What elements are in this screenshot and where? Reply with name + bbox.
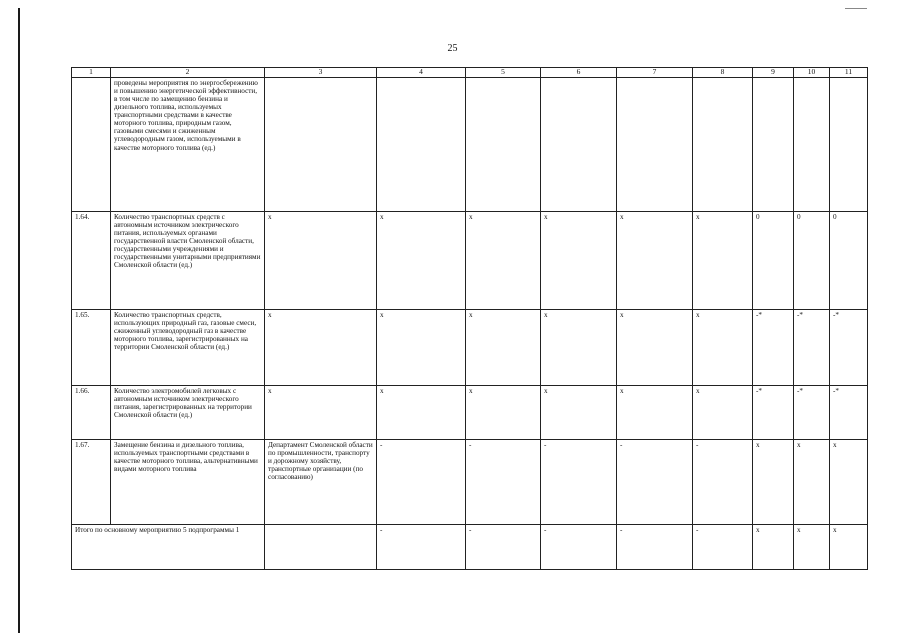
value-cell: -*: [753, 310, 794, 386]
value-cell: -: [466, 525, 541, 570]
value-cell: x: [617, 310, 693, 386]
value-cell: -: [617, 525, 693, 570]
table-row: [72, 386, 868, 440]
value-cell: x: [617, 386, 693, 440]
indicator-name-cell: Количество транспортных средств с автономным источником электрического питания, используемых органами государственной власти Смоленской области, государственными учреждениями и государственными унитарными предприятиями Смоленской области (ед.): [111, 212, 265, 310]
value-cell: x: [377, 386, 466, 440]
row-number-cell: 1.64.: [72, 212, 111, 310]
table-row: [72, 310, 868, 386]
indicator-name-cell: Количество электромобилей легковых с автономным источником электрического питания, зарегистрированных на территории Смоленской области (ед.): [111, 386, 265, 440]
value-cell: x: [693, 310, 753, 386]
header-cell: 9: [753, 68, 794, 78]
header-cell: 5: [466, 68, 541, 78]
executor-cell: [265, 78, 377, 212]
header-cell: 4: [377, 68, 466, 78]
value-cell: [466, 78, 541, 212]
header-cell: 8: [693, 68, 753, 78]
row-number-cell: 1.65.: [72, 310, 111, 386]
value-cell: x: [830, 525, 868, 570]
value-cell: -*: [830, 386, 868, 440]
executor-cell: [265, 525, 377, 570]
value-cell: [794, 78, 830, 212]
row-number-cell: 1.66.: [72, 386, 111, 440]
header-cell: 7: [617, 68, 693, 78]
header-cell: 6: [541, 68, 617, 78]
value-cell: [830, 78, 868, 212]
indicator-name-cell: Количество транспортных средств, использующих природный газ, газовые смеси, сжиженный углеводородный газ в качестве моторного топлива, зарегистрированных на территории Смоленской области (ед.): [111, 310, 265, 386]
value-cell: -: [377, 525, 466, 570]
scan-mark: [845, 8, 867, 9]
value-cell: -: [693, 525, 753, 570]
header-cell: 10: [794, 68, 830, 78]
value-cell: -: [466, 440, 541, 525]
value-cell: x: [693, 386, 753, 440]
value-cell: x: [541, 310, 617, 386]
value-cell: -: [693, 440, 753, 525]
value-cell: x: [541, 386, 617, 440]
value-cell: 0: [794, 212, 830, 310]
value-cell: [693, 78, 753, 212]
table-row: [72, 212, 868, 310]
total-label-cell: Итого по основному мероприятию 5 подпрограммы 1: [72, 525, 265, 570]
value-cell: x: [466, 310, 541, 386]
header-cell: 2: [111, 68, 265, 78]
value-cell: x: [830, 440, 868, 525]
executor-cell: x: [265, 310, 377, 386]
value-cell: x: [753, 440, 794, 525]
row-number-cell: [72, 78, 111, 212]
value-cell: x: [466, 386, 541, 440]
value-cell: x: [377, 212, 466, 310]
table-body: [72, 68, 868, 570]
value-cell: x: [693, 212, 753, 310]
table-row: [72, 440, 868, 525]
header-cell: 3: [265, 68, 377, 78]
value-cell: -: [377, 440, 466, 525]
value-cell: x: [753, 525, 794, 570]
table-header-row: [72, 68, 868, 78]
scan-edge-line: [18, 8, 20, 633]
value-cell: x: [617, 212, 693, 310]
page-number: 25: [447, 43, 458, 54]
value-cell: -*: [794, 310, 830, 386]
value-cell: -: [541, 525, 617, 570]
value-cell: -*: [753, 386, 794, 440]
value-cell: x: [794, 440, 830, 525]
table-row: [72, 78, 868, 212]
header-cell: 11: [830, 68, 868, 78]
value-cell: 0: [830, 212, 868, 310]
value-cell: 0: [753, 212, 794, 310]
total-row: [72, 525, 868, 570]
value-cell: [541, 78, 617, 212]
value-cell: [617, 78, 693, 212]
value-cell: x: [541, 212, 617, 310]
value-cell: -: [617, 440, 693, 525]
indicator-name-cell: проведены мероприятия по энергосбережению и повышению энергетической эффективности, в том числе по замещению бензина и дизельного топлива, используемых транспортными средствами в качестве моторного топлива, природным газом, газовыми смесями и сжиженным углеводородным газом, используемыми в качестве моторного топлива (ед.): [111, 78, 265, 212]
row-number-cell: 1.67.: [72, 440, 111, 525]
executor-cell: x: [265, 212, 377, 310]
program-table: [71, 67, 868, 570]
value-cell: [753, 78, 794, 212]
value-cell: -*: [830, 310, 868, 386]
value-cell: x: [377, 310, 466, 386]
value-cell: -*: [794, 386, 830, 440]
executor-cell: x: [265, 386, 377, 440]
value-cell: x: [794, 525, 830, 570]
value-cell: -: [541, 440, 617, 525]
executor-cell: Департамент Смоленской области по промышленности, транспорту и дорожному хозяйству, транспортные организации (по согласованию): [265, 440, 377, 525]
value-cell: x: [466, 212, 541, 310]
value-cell: [377, 78, 466, 212]
header-cell: 1: [72, 68, 111, 78]
indicator-name-cell: Замещение бензина и дизельного топлива, используемых транспортными средствами в качестве моторного топлива, альтернативными видами моторного топлива: [111, 440, 265, 525]
